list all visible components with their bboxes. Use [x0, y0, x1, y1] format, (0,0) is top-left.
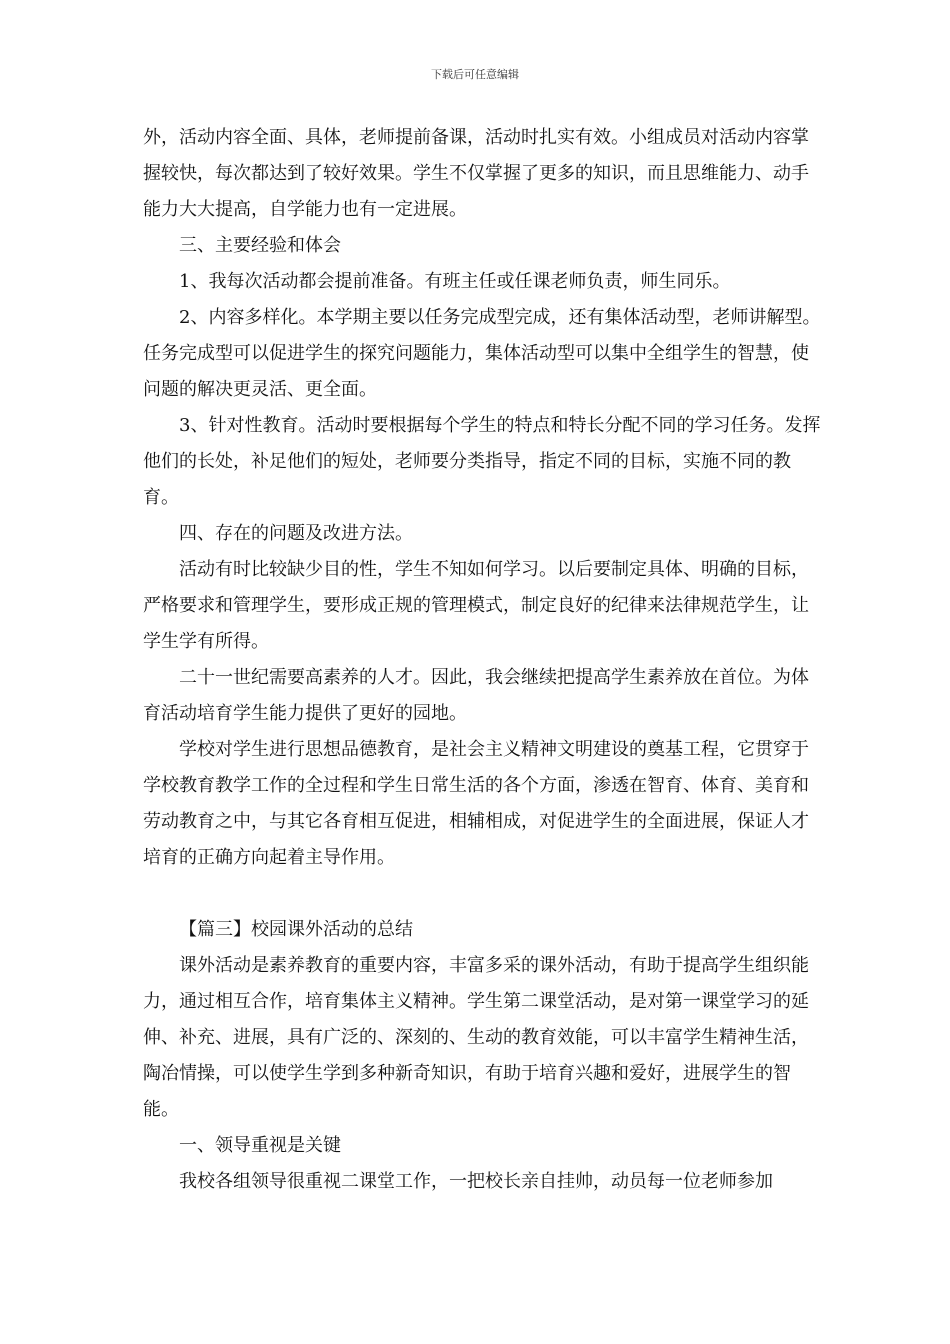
paragraph: 外，活动内容全面、具体，老师提前备课，活动时扎实有效。小组成员对活动内容掌握较快，每次都达到了较好效果。学生不仅掌握了更多的知识，而且思维能力、动手能力大大提高，自学能力也有一定进展。: [143, 127, 809, 220]
blank-line: [143, 876, 823, 912]
document-body: [143, 120, 823, 1200]
section-heading: 四、存在的问题及改进方法。: [179, 523, 413, 544]
section-heading: 一、领导重视是关键: [179, 1135, 341, 1156]
article-title: 【篇三】校园课外活动的总结: [179, 919, 413, 940]
paragraph: 二十一世纪需要高素养的人才。因此，我会继续把提高学生素养放在首位。为体育活动培育学生能力提供了更好的园地。: [143, 667, 809, 724]
paragraph: 活动有时比较缺少目的性，学生不知如何学习。以后要制定具体、明确的目标，严格要求和管理学生，要形成正规的管理模式，制定良好的纪律来法律规范学生，让学生学有所得。: [143, 559, 809, 652]
paragraph: 3、针对性教育。活动时要根据每个学生的特点和特长分配不同的学习任务。发挥他们的长处，补足他们的短处，老师要分类指导，指定不同的目标，实施不同的教育。: [143, 415, 821, 508]
paragraph: 学校对学生进行思想品德教育，是社会主义精神文明建设的奠基工程，它贯穿于学校教育教学工作的全过程和学生日常生活的各个方面，渗透在智育、体育、美育和劳动教育之中，与其它各育相互促进，相辅相成，对促进学生的全面进展，保证人才培育的正确方向起着主导作用。: [143, 739, 809, 868]
paragraph: 课外活动是素养教育的重要内容，丰富多采的课外活动，有助于提高学生组织能力，通过相互合作，培育集体主义精神。学生第二课堂活动，是对第一课堂学习的延伸、补充、进展，具有广泛的、深刻的、生动的教育效能，可以丰富学生精神生活，陶冶情操，可以使学生学到多种新奇知识，有助于培育兴趣和爱好，进展学生的智能。: [143, 955, 809, 1120]
paragraph: 我校各组领导很重视二课堂工作，一把校长亲自挂帅，动员每一位老师参加: [179, 1171, 773, 1192]
page-header: 下载后可任意编辑: [431, 68, 519, 81]
paragraph: 1、我每次活动都会提前准备。有班主任或任课老师负责，师生同乐。: [179, 271, 731, 292]
section-heading: 三、主要经验和体会: [179, 235, 341, 256]
paragraph: 2、内容多样化。本学期主要以任务完成型完成，还有集体活动型，老师讲解型。任务完成型可以促进学生的探究问题能力，集体活动型可以集中全组学生的智慧，使问题的解决更灵活、更全面。: [143, 307, 821, 400]
